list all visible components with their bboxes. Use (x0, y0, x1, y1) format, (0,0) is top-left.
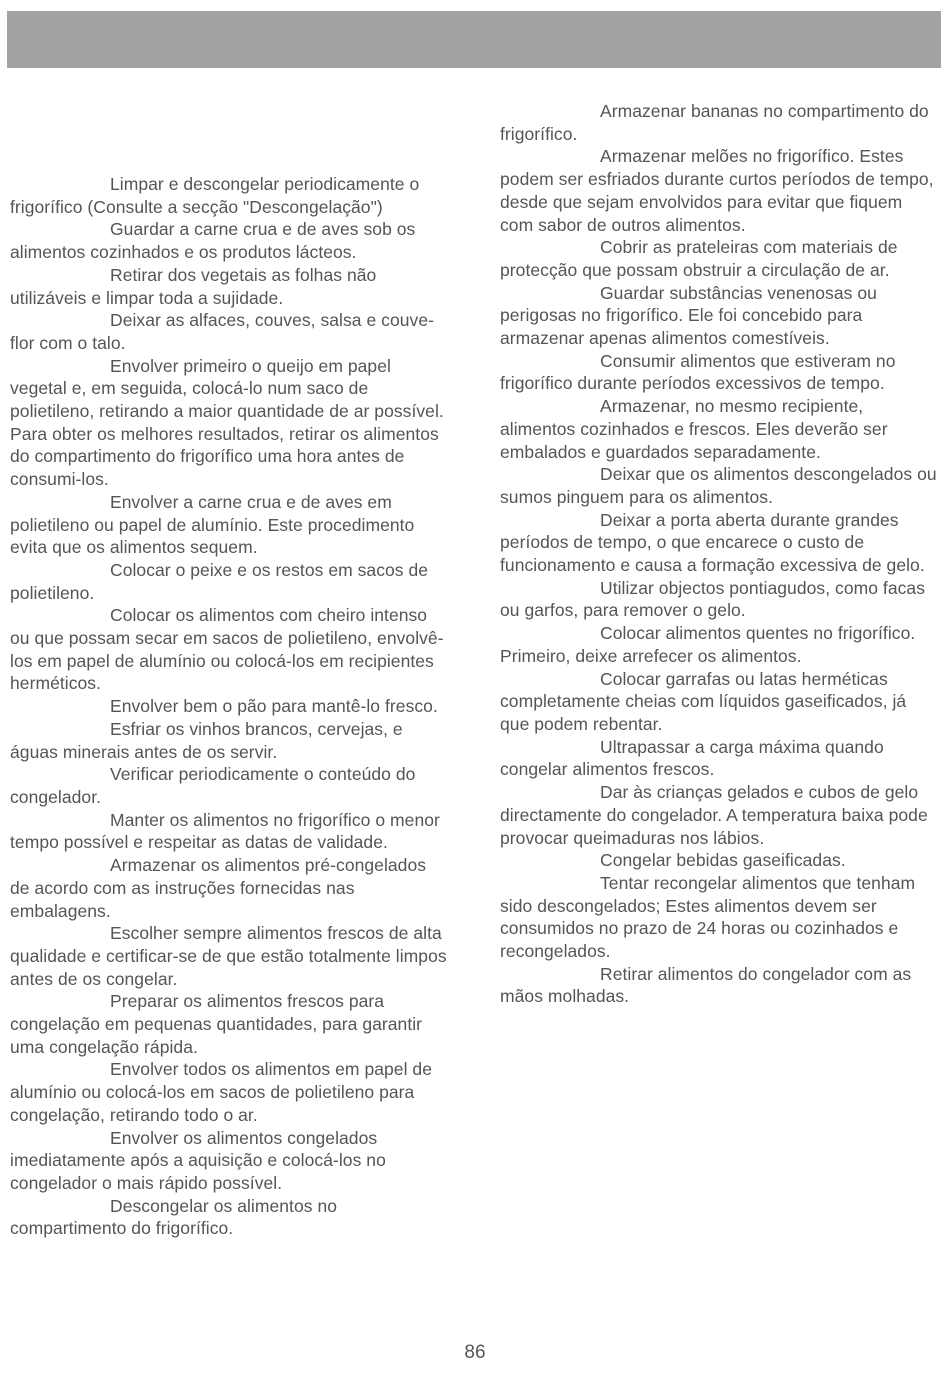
guideline-item: Deixar a porta aberta durante grandes períodos de tempo, o que encarece o custo de funcionamento e causa a formação excessiva de gelo. (500, 509, 925, 576)
guideline-item: Armazenar melões no frigorífico. Estes podem ser esfriados durante curtos períodos de tempo, desde que sejam envolvidos para evitar que fiquem com sabor de outros alimentos. (500, 146, 934, 235)
guideline-item: Armazenar, no mesmo recipiente, alimentos cozinhados e frescos. Eles deverão ser embalados e guardados separadamente. (500, 396, 888, 462)
guideline-item: Limpar e descongelar periodicamente o frigorífico (Consulte a secção "Descongelação") (10, 174, 420, 217)
guideline-item: Preparar os alimentos frescos para congelação em pequenas quantidades, para garantir uma congelação rápida. (10, 991, 423, 1057)
guideline-item: Dar às crianças gelados e cubos de gelo directamente do congelador. A temperatura baixa pode provocar queimaduras nos lábios. (500, 782, 928, 848)
guideline-item: Envolver todos os alimentos em papel de alumínio ou colocá-los em sacos de polietileno para congelação, retirando todo o ar. (10, 1059, 432, 1125)
guideline-item: Envolver os alimentos congelados imediatamente após a aquisição e colocá-los no congelador o mais rápido possível. (10, 1127, 386, 1193)
guideline-item: Descongelar os alimentos no compartimento do frigorífico. (10, 1195, 338, 1239)
guideline-item: Deixar que os alimentos descongelados ou sumos pinguem para os alimentos. (500, 464, 937, 507)
guideline-item: Esfriar os vinhos brancos, cervejas, e águas minerais antes de os servir. (10, 718, 403, 762)
guideline-item: Verificar periodicamente o conteúdo do congelador. (10, 764, 416, 807)
guideline-item: Escolher sempre alimentos frescos de alta qualidade e certificar-se de que estão totalmente limpos antes de os congelar. (10, 923, 447, 989)
guideline-item: Envolver a carne crua e de aves em polietileno ou papel de alumínio. Este procedimento evita que os alimentos sequem. (10, 491, 415, 558)
guideline-item: Congelar bebidas gaseificadas. (600, 850, 846, 871)
guideline-item: Colocar o peixe e os restos em sacos de polietileno. (10, 559, 429, 603)
guideline-item: Tentar recongelar alimentos que tenham sido descongelados; Estes alimentos devem ser consumidos no prazo de 24 horas ou cozinhados e recongelados. (500, 872, 916, 962)
guideline-item: Colocar alimentos quentes no frigorífico. Primeiro, deixe arrefecer os alimentos. (500, 623, 916, 666)
guideline-item: Colocar os alimentos com cheiro intenso ou que possam secar em sacos de polietileno, envolvê-los em papel de alumínio ou colocá-los em recipientes herméticos. (10, 605, 444, 694)
guideline-item: Deixar as alfaces, couves, salsa e couve-flor com o talo. (10, 310, 435, 353)
left-column (10, 173, 450, 1240)
guideline-item: Guardar a carne crua e de aves sob os alimentos cozinhados e os produtos lácteos. (10, 219, 416, 263)
guideline-item: Retirar alimentos do congelador com as mãos molhadas. (500, 963, 912, 1007)
guideline-item: Envolver primeiro o queijo em papel vegetal e, em seguida, colocá-lo num saco de polietileno, retirando a maior quantidade de ar possível. Para obter os melhores resultados, retirar os alimentos do compartimento do frigorífico uma hora antes de consumi-los. (10, 355, 444, 490)
header-bar (7, 11, 941, 68)
guideline-item: Armazenar os alimentos pré-congelados de acordo com as instruções fornecidas nas embalagens. (10, 855, 427, 921)
right-column (500, 100, 940, 1008)
guideline-item: Guardar substâncias venenosas ou perigosas no frigorífico. Ele foi concebido para armazenar apenas alimentos comestíveis. (500, 282, 877, 349)
guideline-item: Retirar dos vegetais as folhas não utilizáveis e limpar toda a sujidade. (10, 264, 377, 308)
guideline-item: Utilizar objectos pontiagudos, como facas ou garfos, para remover o gelo. (500, 577, 925, 621)
guideline-item: Envolver bem o pão para mantê-lo fresco. (110, 696, 438, 717)
guideline-item: Ultrapassar a carga máxima quando congelar alimentos frescos. (500, 736, 884, 780)
guideline-item: Armazenar bananas no compartimento do frigorífico. (500, 101, 929, 144)
page-number: 86 (464, 1342, 486, 1363)
guideline-item: Cobrir as prateleiras com materiais de protecção que possam obstruir a circulação de ar. (500, 237, 898, 280)
guideline-item: Manter os alimentos no frigorífico o menor tempo possível e respeitar as datas de validade. (10, 809, 440, 853)
guideline-item: Colocar garrafas ou latas herméticas completamente cheias com líquidos gaseificados, já que podem rebentar. (500, 668, 907, 734)
guideline-item: Consumir alimentos que estiveram no frigorífico durante períodos excessivos de tempo. (500, 350, 896, 394)
